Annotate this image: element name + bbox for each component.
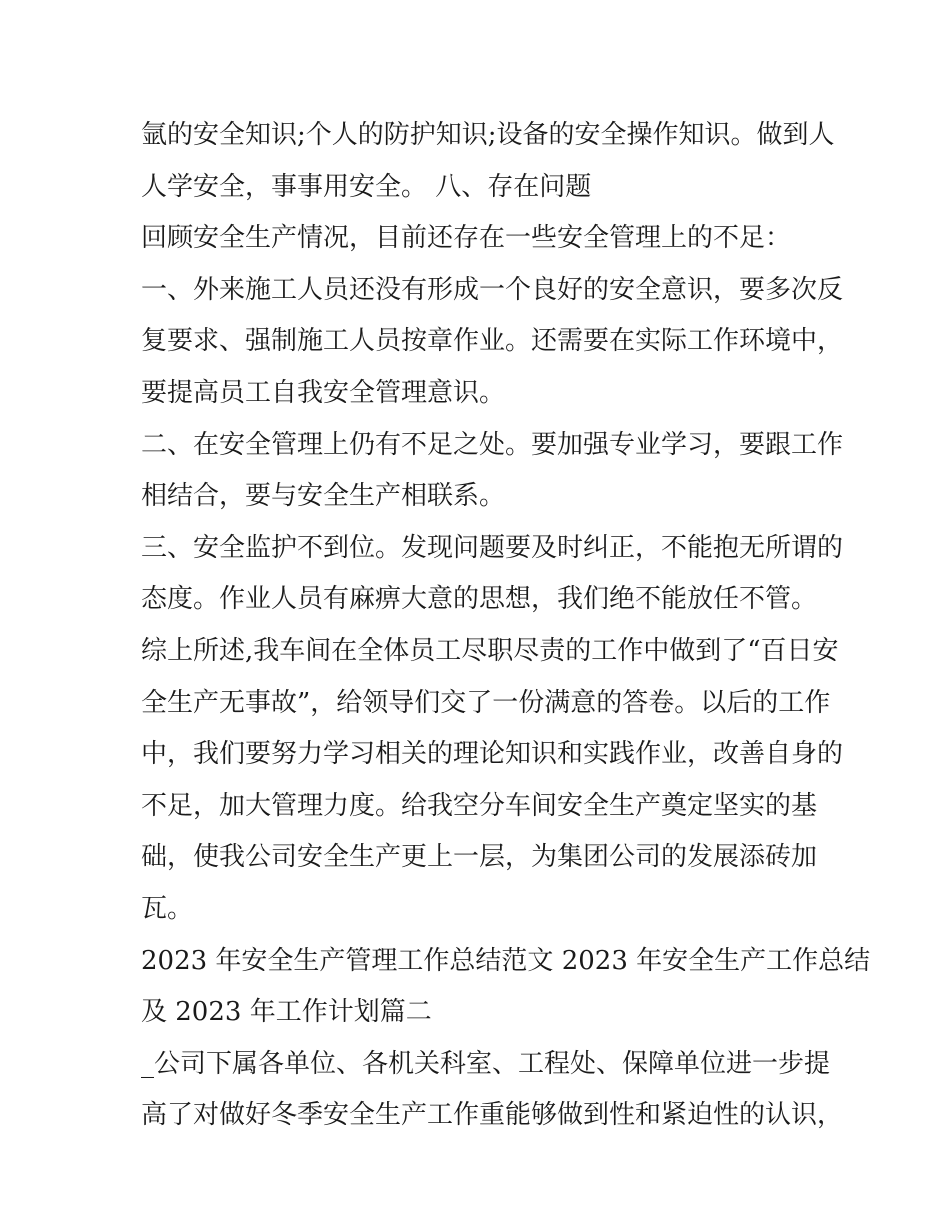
text-line: _公司下属各单位、各机关科室、工程处、保障单位进一步提	[141, 1048, 831, 1079]
document-body	[141, 110, 871, 1142]
text-line: 综上所述,我车间在全体员工尽职尽责的工作中做到了“百日安	[141, 635, 839, 666]
text-line: 要提高员工自我安全管理意识。	[141, 377, 506, 408]
text-line: 中，我们要努力学习相关的理论知识和实践作业，改善自身的	[141, 739, 844, 770]
text-line: 人学安全，事事用安全。 八、存在问题	[141, 171, 592, 202]
text-line: 瓦。	[141, 893, 194, 924]
text-line: 态度。作业人员有麻痹大意的思想，我们绝不能放任不管。	[141, 584, 818, 615]
text-line: 三、安全监护不到位。发现问题要及时纠正，不能抱无所谓的	[141, 532, 844, 563]
text-line: 氩的安全知识;个人的防护知识;设备的安全操作知识。做到人	[141, 120, 835, 150]
text-line: 相结合，要与安全生产相联系。	[141, 481, 506, 512]
text-line: 回顾安全生产情况，目前还存在一些安全管理上的不足：	[141, 223, 792, 254]
heading-line: 2023 年安全生产管理工作总结范文 2023 年安全生产工作总结	[141, 945, 871, 976]
text-line: 全生产无事故”，给领导们交了一份满意的答卷。以后的工作	[141, 687, 831, 718]
text-line: 一、外来施工人员还没有形成一个良好的安全意识，要多次反	[141, 274, 844, 305]
text-line: 高了对做好冬季安全生产工作重能够做到性和紧迫性的认识，	[141, 1100, 844, 1131]
text-line: 础，使我公司安全生产更上一层，为集团公司的发展添砖加	[141, 842, 818, 873]
text-line: 复要求、强制施工人员按章作业。还需要在实际工作环境中，	[141, 326, 844, 357]
heading-line: 及 2023 年工作计划篇二	[141, 997, 432, 1028]
text-line: 二、在安全管理上仍有不足之处。要加强专业学习，要跟工作	[141, 429, 844, 460]
text-line: 不足，加大管理力度。给我空分车间安全生产奠定坚实的基	[141, 790, 818, 821]
